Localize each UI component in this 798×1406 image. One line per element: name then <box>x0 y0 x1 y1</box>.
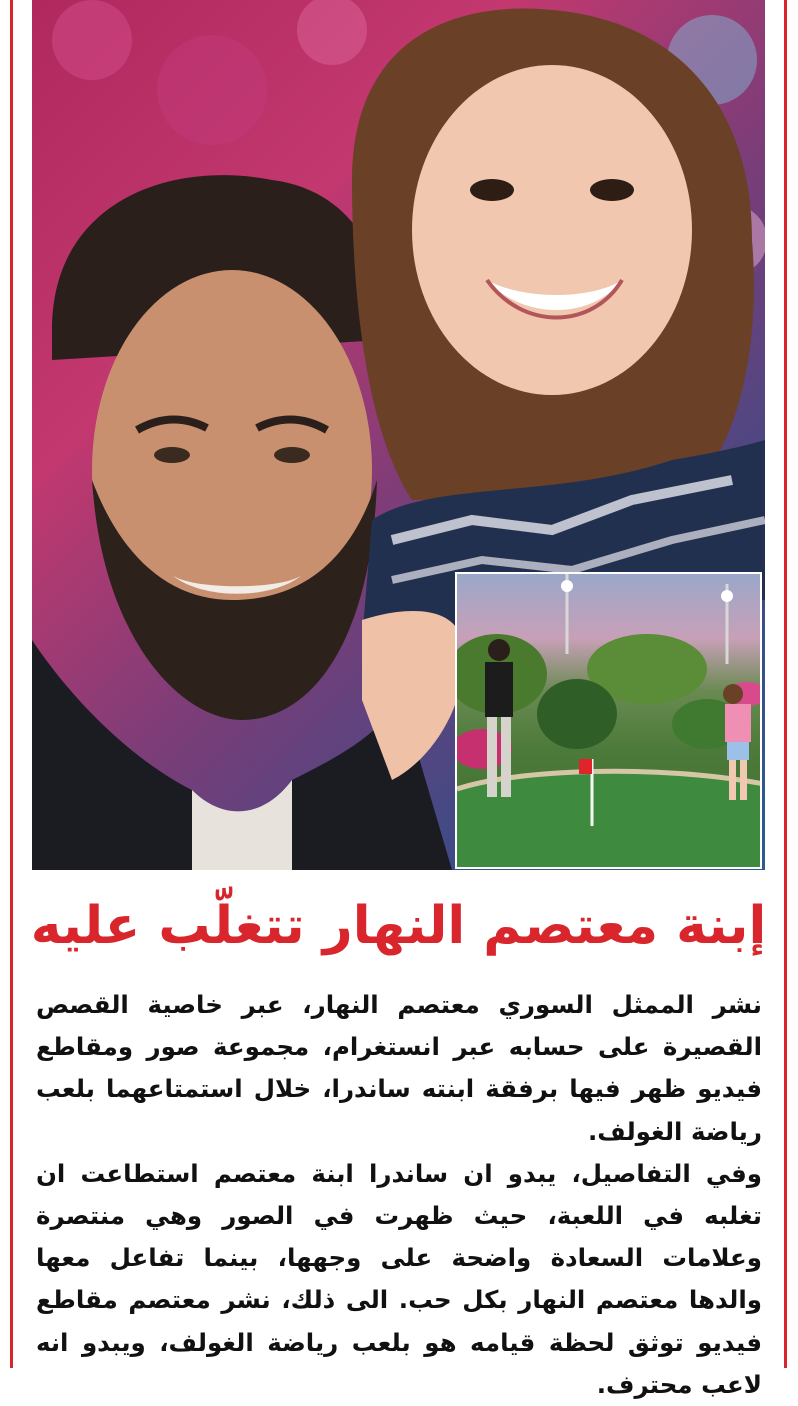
inset-photo-illustration <box>457 574 762 869</box>
inset-golf-photo <box>455 572 762 869</box>
article-paragraph: نشر الممثل السوري معتصم النهار، عبر خاصية القصص القصيرة على حسابه عبر انستغرام، مجموعة صور ومقاطع فيديو ظهر فيها برفقة ابنته ساندرا، خلال استمتاعهما بلعب رياضة الغولف. <box>36 990 762 1146</box>
frame-border-left <box>10 0 13 1368</box>
article-body <box>36 984 762 1406</box>
article-paragraph: وفي التفاصيل، يبدو ان ساندرا ابنة معتصم استطاعت ان تغلبه في اللعبة، حيث ظهرت في الصور وهي منتصرة وعلامات السعادة واضحة على وجهها، بينما تفاعل معها والدها معتصم النهار بكل حب. الى ذلك، نشر معتصم مقاطع فيديو توثق لحظة قيامه هو بلعب رياضة الغولف، ويبدو انه لاعب محترف. <box>36 1158 762 1399</box>
frame-border-right <box>784 0 787 1368</box>
article-headline: إبنة معتصم النهار تتغلّب عليه <box>30 896 767 956</box>
